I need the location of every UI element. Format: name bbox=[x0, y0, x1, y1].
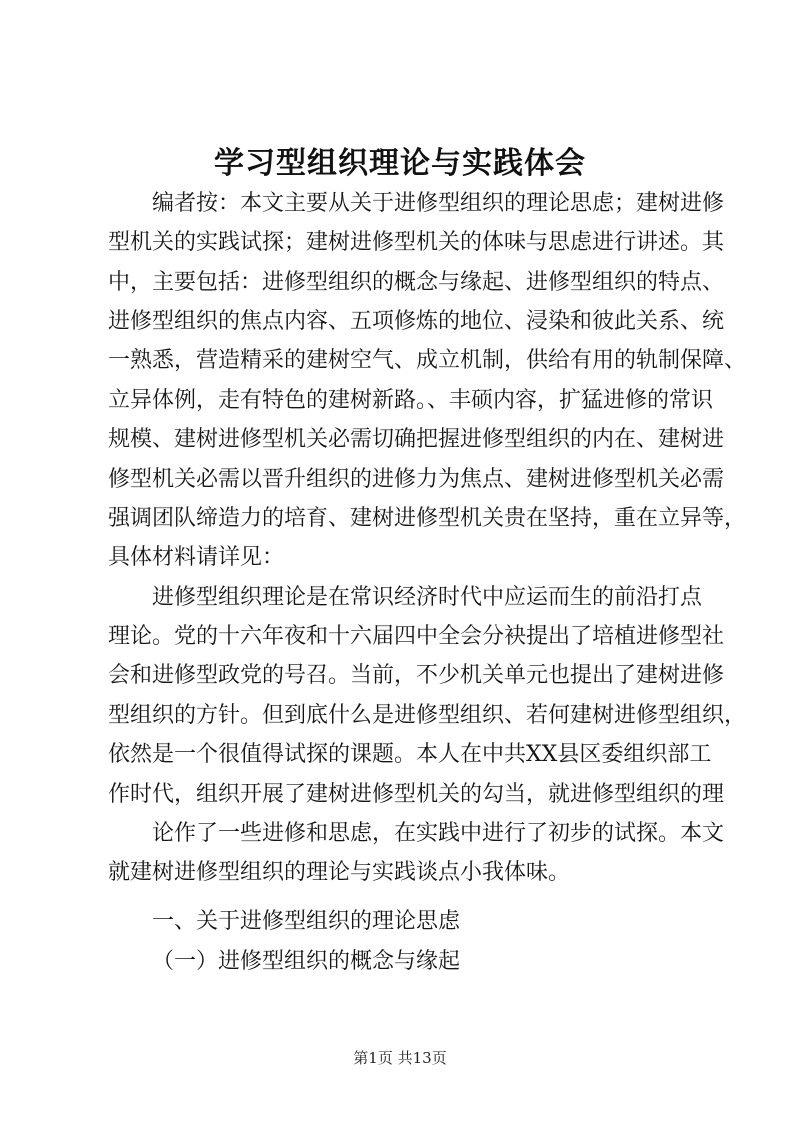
text-line-10: 具体材料请详见： bbox=[108, 545, 285, 570]
text-line-1: 编者按：本文主要从关于进修型组织的理论思虑；建树进修 bbox=[152, 191, 725, 216]
text-line-9: 强调团队缔造力的培育、建树进修型机关贵在坚持，重在立异等， bbox=[108, 506, 747, 531]
text-line-4: 进修型组织的焦点内容、五项修炼的地位、浸染和彼此关系、统 bbox=[108, 309, 725, 334]
section-heading: 一、关于进修型组织的理论思虑 bbox=[152, 909, 461, 934]
text-line-2: 型机关的实践试探；建树进修型机关的体味与思虑进行讲述。其 bbox=[108, 230, 725, 255]
text-line-18: 就建树进修型组织的理论与实践谈点小我体味。 bbox=[108, 860, 571, 885]
text-line-3: 中，主要包括：进修型组织的概念与缘起、进修型组织的特点、 bbox=[108, 270, 725, 295]
page-footer: 第1页 共13页 bbox=[353, 1049, 447, 1067]
text-line-15: 依然是一个很值得试探的课题。本人在中共XX县区委组织部工 bbox=[108, 742, 712, 767]
text-line-13: 会和进修型政党的号召。当前，不少机关单元也提出了建树进修 bbox=[108, 663, 725, 688]
text-line-8: 修型机关必需以晋升组织的进修力为焦点、建树进修型机关必需 bbox=[108, 467, 725, 492]
text-line-11: 进修型组织理论是在常识经济时代中应运而生的前沿打点 bbox=[152, 585, 703, 610]
text-line-5: 一熟悉，营造精采的建树空气、成立机制，供给有用的轨制保障、 bbox=[108, 348, 747, 373]
subsection-heading: （一）进修型组织的概念与缘起 bbox=[152, 949, 461, 974]
text-line-12: 理论。党的十六年夜和十六届四中全会分袂提出了培植进修型社 bbox=[108, 624, 725, 649]
text-line-16: 作时代，组织开展了建树进修型机关的勾当，就进修型组织的理 bbox=[108, 782, 725, 807]
text-line-6: 立异体例，走有特色的建树新路。、丰硕内容，扩猛进修的常识 bbox=[108, 388, 714, 413]
document-title: 学习型组织理论与实践体会 bbox=[214, 146, 586, 181]
text-line-17: 论作了一些进修和思虑，在实践中进行了初步的试探。本文 bbox=[152, 821, 725, 846]
text-line-7: 规模、建树进修型机关必需切确把握进修型组织的内在、建树进 bbox=[108, 427, 725, 452]
text-line-14: 型组织的方针。但到底什么是进修型组织、若何建树进修型组织， bbox=[108, 703, 747, 728]
